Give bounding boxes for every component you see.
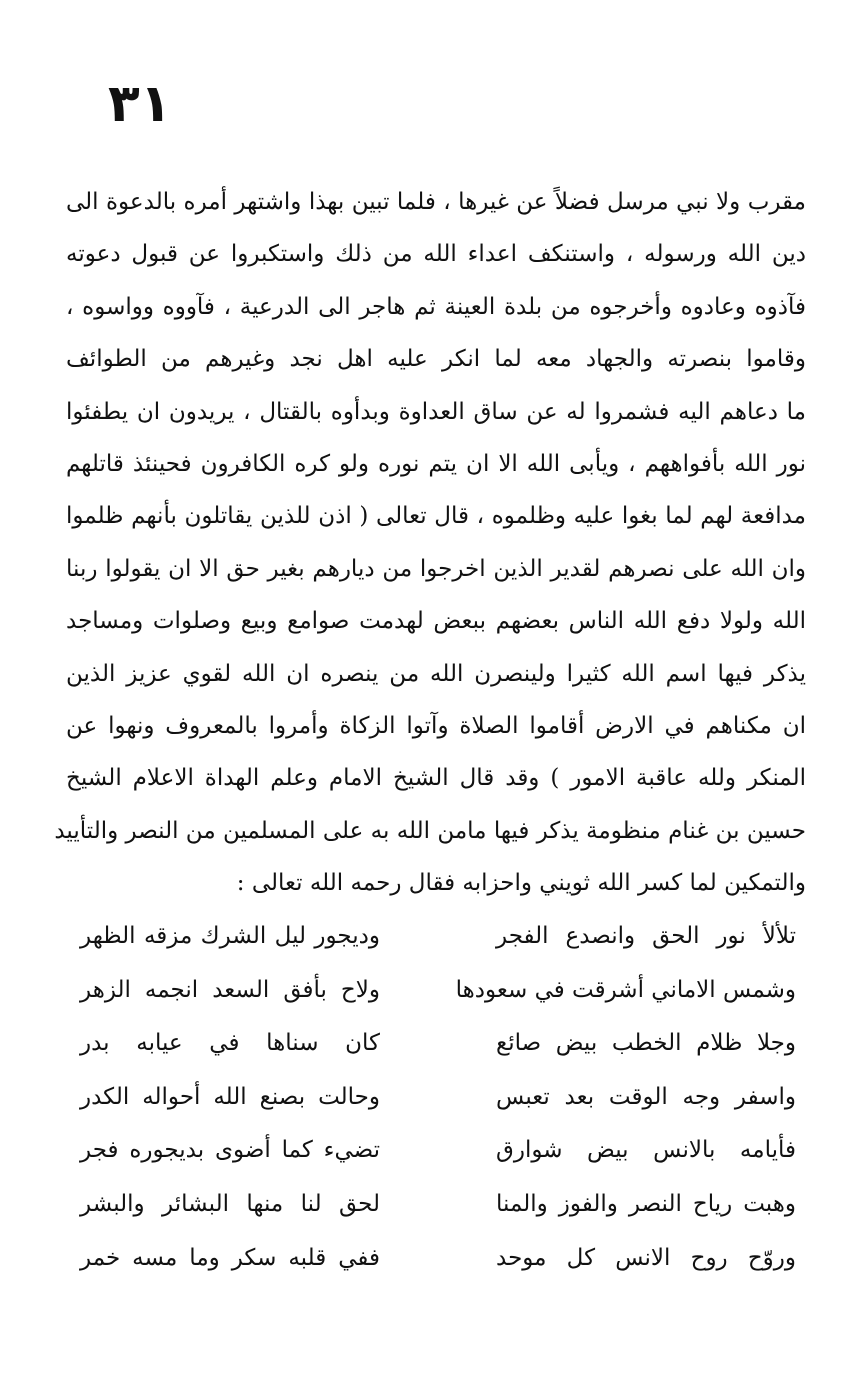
poem [80,910,796,1285]
verse-first-hemistich: وجلا ظلام الخطب بيض صائع [496,1030,796,1057]
prose-line: مدافعة لهم لما بغوا عليه وظلموه ، قال تعالى ( اذن للذين يقاتلون بأنهم ظلموا [66,503,806,530]
verse-second-hemistich: لحق لنا منها البشائر والبشر [80,1190,380,1217]
verse-first-hemistich: وهبت رياح النصر والفوز والمنا [496,1190,796,1217]
prose-line: فآذوه وعادوه وأخرجوه من بلدة العينة ثم هاجر الى الدرعية ، فآووه وواسوه ، [66,293,806,320]
poem-verse [80,1178,796,1232]
verse-first-hemistich: وشمس الاماني أشرقت في سعودها [455,976,796,1003]
poem-verse [80,1232,796,1286]
verse-second-hemistich: وحالت بصنع الله أحواله الكدر [80,1083,380,1110]
prose-line: وقاموا بنصرته والجهاد معه لما انكر عليه اهل نجد وغيرهم من الطوائف [66,346,806,373]
verse-second-hemistich: ولاح بأفق السعد انجمه الزهر [80,976,380,1003]
prose-line: الله ولولا دفع الله الناس بعضهم ببعض لهدمت صوامع وبيع وصلوات ومساجد [66,608,806,635]
poem-verse [80,1071,796,1125]
verse-second-hemistich: وديجور ليل الشرك مزقه الظهر [80,923,380,949]
prose-line: المنكر ولله عاقبة الامور ) وقد قال الشيخ الامام وعلم الهداة الاعلام الشيخ [66,765,806,792]
prose-line: وان الله على نصرهم لقدير الذين اخرجوا من ديارهم بغير حق الا ان يقولوا ربنا [66,555,806,582]
verse-second-hemistich: تضيء كما أضوى بديجوره فجر [80,1137,380,1164]
prose-paragraph [54,176,806,909]
prose-line: مقرب ولا نبي مرسل فضلاً عن غيرها ، فلما تبين بهذا واشتهر أمره بالدعوة الى [66,189,806,215]
verse-second-hemistich: كان سناها في عيابه بدر [80,1030,380,1057]
verse-second-hemistich: ففي قلبه سكر وما مسه خمر [80,1244,380,1271]
poem-verse [80,1124,796,1178]
poem-verse [80,1017,796,1071]
poem-verse [80,910,796,964]
poem-verse [80,964,796,1018]
prose-line: ان مكناهم في الارض أقاموا الصلاة وآتوا الزكاة وأمروا بالمعروف ونهوا عن [66,712,806,739]
prose-line: يذكر فيها اسم الله كثيرا ولينصرن الله من ينصره ان الله لقوي عزيز الذين [66,660,806,687]
page-number: ٣١ [108,74,172,134]
verse-first-hemistich: وروّح روح الانس كل موحد [496,1244,796,1271]
prose-line: دين الله ورسوله ، واستنكف اعداء الله من ذلك واستكبروا عن قبول دعوته [66,241,806,268]
prose-line: حسين بن غنام منظومة يذكر فيها مامن الله به على المسلمين من النصر والتأييد [54,817,806,844]
verse-first-hemistich: تلألأ نور الحق وانصدع الفجر [496,923,796,949]
prose-line: ما دعاهم اليه فشمروا له عن ساق العداوة وبدأوه بالقتال ، يريدون ان يطفئوا [66,398,806,425]
prose-line: والتمكين لما كسر الله ثويني واحزابه فقال رحمه الله تعالى : [236,870,806,897]
prose-line: نور الله بأفواههم ، ويأبى الله الا ان يتم نوره ولو كره الكافرون فحينئذ قاتلهم [66,450,806,477]
verse-first-hemistich: واسفر وجه الوقت بعد تعبس [496,1083,796,1110]
verse-first-hemistich: فأيامه بالانس بيض شوارق [496,1137,796,1164]
